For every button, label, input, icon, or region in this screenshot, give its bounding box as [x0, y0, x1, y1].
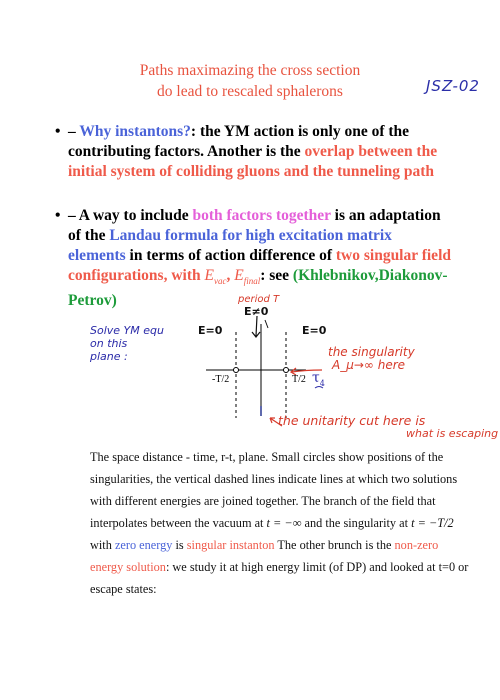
bullet-why-instantons: • – Why instantons?: the YM action is only one of the contributing factors. Another is the overlap between the initial system of colliding gluons and the tunneling path	[55, 123, 438, 180]
tau-axis-label: $\tau_4$	[312, 370, 325, 388]
singularity-note: the singularity A_μ→∞ here	[328, 345, 415, 372]
bullet-marker: •	[55, 207, 61, 224]
tick-half-t: T/2	[292, 374, 306, 385]
slide-title-line2: do lead to rescaled sphalerons	[157, 83, 343, 100]
e-vac-symbol: $E_{vac}$	[204, 267, 227, 287]
t-minus-infinity: t = −∞	[266, 516, 302, 530]
singularity-right	[284, 368, 289, 373]
references-highlight: (Khlebnikov,Diakonov-Petrov)	[68, 267, 448, 310]
bullet-marker: •	[55, 123, 61, 140]
both-factors-highlight: both factors together	[192, 207, 331, 224]
landau-formula-highlight: Landau formula for high excitation matrix elements	[68, 227, 392, 264]
singularity-left	[234, 368, 239, 373]
e-final-symbol: $E_{final}$	[234, 267, 261, 287]
non-zero-energy-highlight: non-zero energy solution	[90, 538, 439, 574]
overlap-highlight: overlap between the initial system of colliding gluons and the tunneling path	[68, 143, 438, 180]
t-minus-half-period: t = −T/2	[411, 516, 454, 530]
e-zero-right-label: E=0	[302, 324, 327, 337]
e-zero-left-label: E=0	[198, 324, 223, 337]
slide-code: JSZ-02	[426, 77, 480, 95]
tick-minus-half-t: -T/2	[212, 374, 230, 385]
period-label: period T	[238, 294, 280, 305]
singular-configs-highlight: two singular field configurations, with $E_{vac}$, $E_{final}$	[68, 247, 451, 287]
e-nonzero-label: E≠0	[244, 305, 269, 318]
rt-plane-diagram	[0, 292, 500, 442]
bullet-landau-formula: • – A way to include both factors together is an adaptation of the Landau formula for high excitation matrix elements in terms of action difference of two singular field configurations, with $E_{vac}$, $E_{final}$: see (Khlebnikov,Diakonov-Petrov)	[55, 207, 451, 310]
period-mark	[265, 320, 268, 328]
why-instantons-highlight: Why instantons?	[79, 123, 191, 140]
unitarity-note: the unitarity cut here is what is escaping	[278, 413, 499, 440]
zero-energy-highlight: zero energy	[114, 538, 173, 552]
slide-title-line1: Paths maximazing the cross section	[139, 62, 361, 79]
period-arrow-down	[252, 316, 260, 337]
singular-instanton-highlight: singular instanton	[186, 538, 275, 552]
solve-ym-note: Solve YM equ on this plane :	[90, 324, 164, 363]
figure-caption: The space distance - time, r-t, plane. Small circles show positions of the singularities, the vertical dashed lines indicate lines at which two solutions with different energies are joined together. The branch of the field that interpolates between the vacuum at t = −∞ and the singularity at t = −T/2 with zero energy is singular instanton The other brunch is the non-zero energy solution: we study it at high energy limit (of DP) and looked at t=0 or escape states:	[90, 450, 469, 596]
